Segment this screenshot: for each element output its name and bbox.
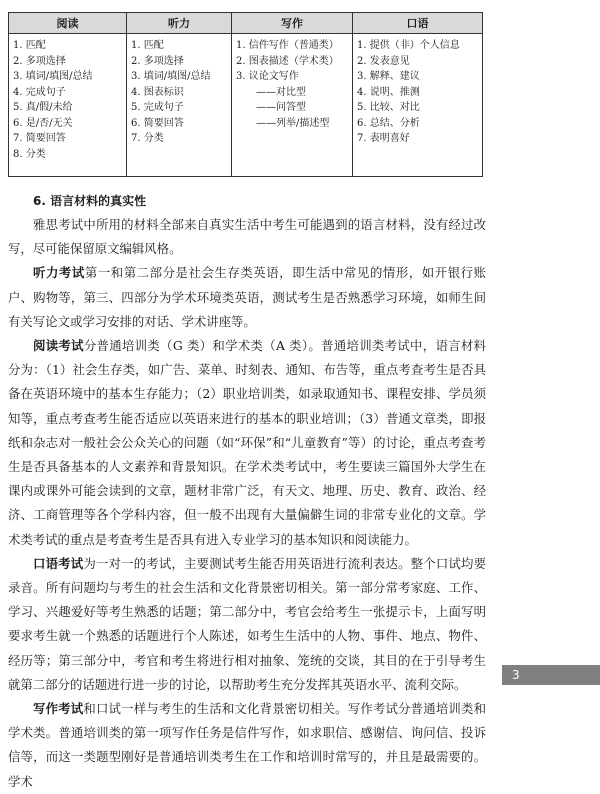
list-item: 6. 简要回答 <box>131 117 184 129</box>
list-item: 3. 议论文写作 <box>236 71 299 82</box>
writing-cell <box>232 34 353 177</box>
list-item: 2. 图表描述（学术类） <box>236 55 339 67</box>
table-header-row <box>9 13 483 34</box>
list-item: 5. 真/假/未给 <box>13 102 73 113</box>
list-item: 7. 表明喜好 <box>357 133 410 144</box>
reading-text: 分普通培训类（G 类）和学术类（A 类）。普通培训类考试中，语言材料分为：（1）社会生存类，如广告、菜单、时刻表、通知、布告等，重点考查考生是否具备在英语环境中的基本生存能力；（2）职业培训类，如录取通知书、课程安排、学员须知等，重点考查考生能否适应以英语来进行的基本的职业培训；（3）普通文章类，即报纸和杂志对一般社会公众关心的问题（如“环保”和“儿童教育”等）的讨论，重点考查考生是否具备基本的人文素养和背景知识。在学术类考试中，考生要读三篇国外大学生在课内或课外可能会读到的文章，题材非常广泛，有天文、地理、历史、教育、政治、经济、工商管理等各个学科内容，但一般不出现有大量偏僻生词的非常专业化的文章。学术类考试的重点是考查考生是否具有进入专业学习的基本知识和阅读能力。 <box>8 338 486 547</box>
list-item: 2. 多项选择 <box>131 55 184 67</box>
section-content <box>8 189 486 794</box>
header-writing: 写作 <box>232 13 353 34</box>
list-subitem: ——问答型 <box>256 102 306 113</box>
list-item: 4. 完成句子 <box>13 86 66 98</box>
section-heading: 6. 语言材料的真实性 <box>33 194 147 208</box>
reading-paragraph <box>8 334 486 552</box>
header-reading: 阅读 <box>9 13 127 34</box>
speaking-text: 为一对一的考试，主要测试考生能否用英语进行流利表达。整个口试均要录音。所有问题均与考生的社会生活和文化背景密切相关。第一部分常考家庭、工作、学习、兴趣爱好等考生熟悉的话题；第二部分中，考官会给考生一张提示卡，上面写明要求考生就一个熟悉的话题进行个人陈述，如考生生活中的人物、事件、地点、物件、经历等；第三部分中，考官和考生将进行相对抽象、笼统的交谈，其目的在于引导考生就第二部分的话题进行进一步的讨论，以帮助考生充分发挥其英语水平、流利交际。 <box>8 555 487 692</box>
list-item: 1. 匹配 <box>131 40 164 51</box>
list-item: 3. 解释、建议 <box>357 71 420 82</box>
writing-lead: 写作考试 <box>33 701 84 717</box>
list-item: 7. 分类 <box>131 133 164 144</box>
list-item: 3. 填词/填图/总结 <box>131 71 211 82</box>
list-item: 1. 提供（非）个人信息 <box>357 40 460 51</box>
list-item: 6. 总结、分析 <box>357 117 420 129</box>
header-speaking: 口语 <box>353 13 483 34</box>
list-item: 8. 分类 <box>13 148 46 160</box>
list-item: 4. 说明、推测 <box>357 86 420 98</box>
speaking-lead: 口语考试 <box>33 555 84 571</box>
reading-cell <box>9 34 127 177</box>
task-types-table <box>8 12 483 177</box>
list-subitem: ——列举/描述型 <box>256 117 330 129</box>
list-item: 1. 匹配 <box>13 40 46 51</box>
header-listening: 听力 <box>127 13 232 34</box>
list-item: 5. 比较、对比 <box>357 102 420 113</box>
list-item: 2. 多项选择 <box>13 55 66 67</box>
list-item: 5. 完成句子 <box>131 102 184 113</box>
list-item: 6. 是/否/无关 <box>13 117 73 129</box>
reading-lead: 阅读考试 <box>33 338 84 354</box>
list-item: 4. 图表标识 <box>131 86 184 98</box>
speaking-cell <box>353 34 483 177</box>
list-item: 2. 发表意见 <box>357 55 410 67</box>
list-item: 1. 信件写作（普通类） <box>236 40 339 51</box>
writing-paragraph <box>8 697 486 794</box>
page-number: 3 <box>502 665 600 685</box>
writing-text: 和口试一样与考生的生活和文化背景密切相关。写作考试分普通培训类和学术类。普通培训类的第一项写作任务是信件写作，如求职信、感谢信、询问信、投诉信等，而这一类题型刚好是普通培训类考生在工作和培训时常写的，并且是最需要的。学术 <box>8 701 487 789</box>
list-item: 3. 填词/填图/总结 <box>13 71 93 82</box>
list-subitem: ——对比型 <box>256 86 306 98</box>
listening-paragraph <box>8 261 486 334</box>
listening-lead: 听力考试 <box>33 265 85 281</box>
listening-cell <box>127 34 232 177</box>
table-body-row <box>9 34 483 177</box>
intro-paragraph: 雅思考试中所用的材料全部来自真实生活中考生可能遇到的语言材料，没有经过改写，尽可能保留原文编辑风格。 <box>8 217 486 257</box>
list-item: 7. 简要回答 <box>13 133 66 144</box>
listening-text: 第一和第二部分是社会生存类英语，即生活中常见的情形，如开银行账户、购物等，第三、四部分为学术环境类英语，测试考生是否熟悉学习环境，如师生间有关写论文或学习安排的对话、学术讲座等。 <box>8 265 487 329</box>
speaking-paragraph <box>8 552 486 697</box>
